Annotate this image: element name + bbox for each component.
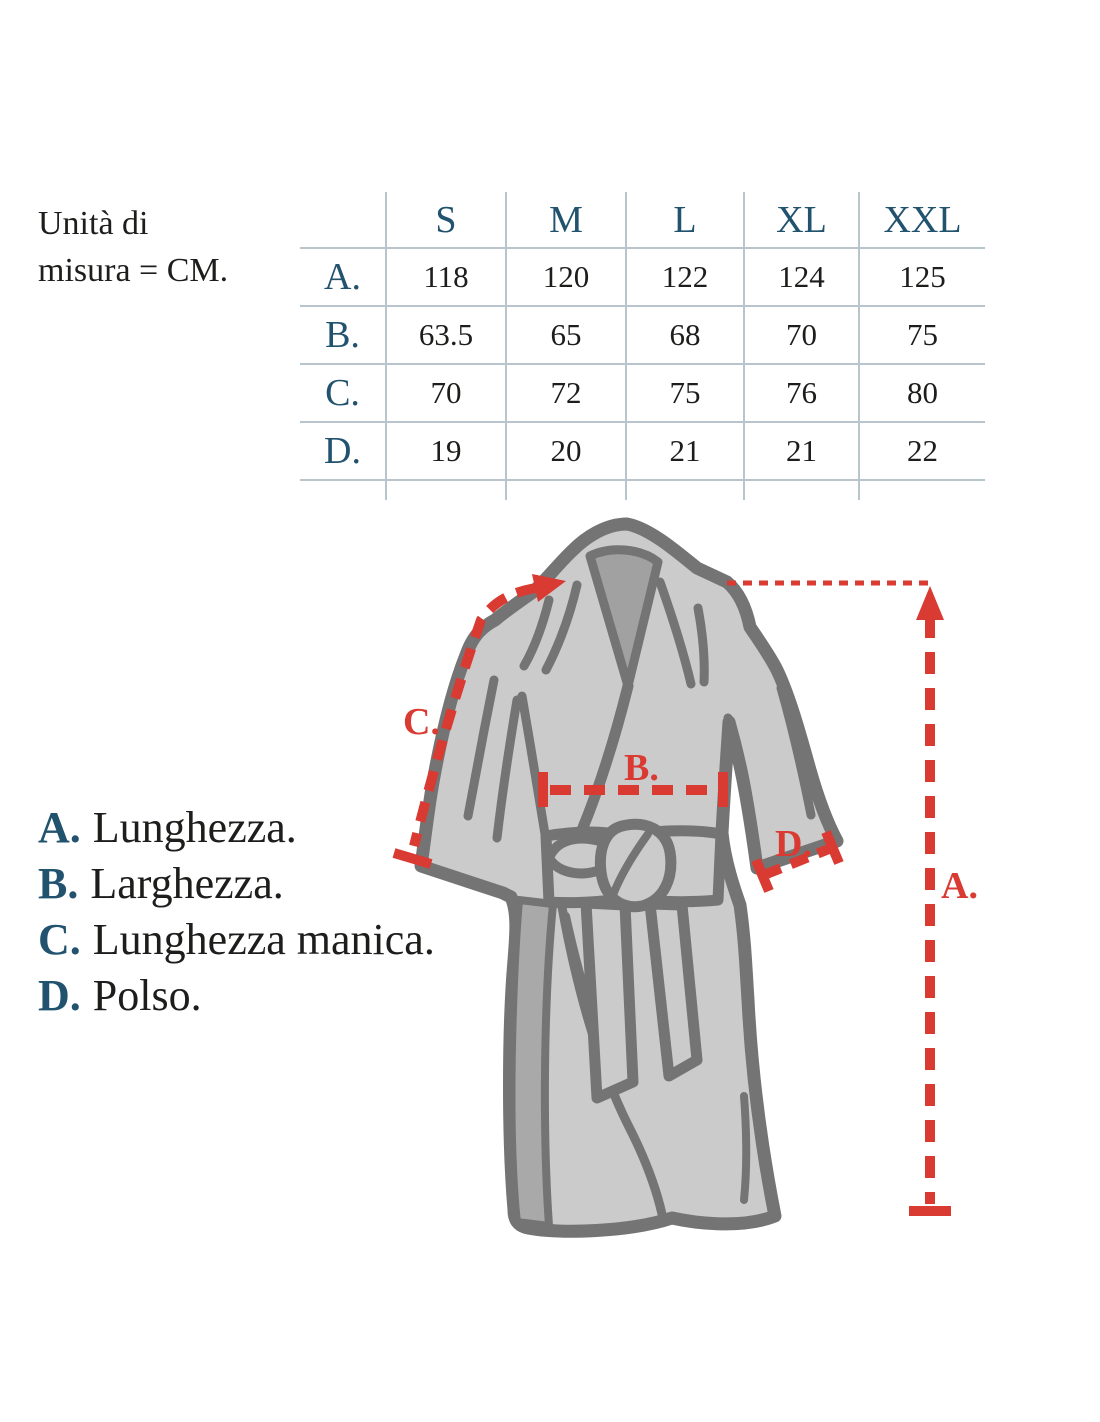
size-value-cell: 124 bbox=[744, 248, 859, 306]
robe-illustration bbox=[421, 524, 837, 1231]
legend-key: A. bbox=[38, 803, 81, 852]
size-value-cell: 63.5 bbox=[386, 306, 506, 364]
size-value-cell: 76 bbox=[744, 364, 859, 422]
legend-text: Lunghezza. bbox=[92, 803, 297, 852]
size-value-cell: 21 bbox=[626, 422, 744, 480]
row-label: A. bbox=[300, 248, 386, 306]
size-value-cell: 120 bbox=[506, 248, 626, 306]
measurement-label-d: D. bbox=[775, 823, 812, 865]
size-value-cell: 20 bbox=[506, 422, 626, 480]
size-value-cell: 118 bbox=[386, 248, 506, 306]
size-value-cell: 22 bbox=[859, 422, 985, 480]
size-value-cell: 65 bbox=[506, 306, 626, 364]
size-column-header: XXL bbox=[859, 192, 985, 248]
size-value-cell: 70 bbox=[744, 306, 859, 364]
size-column-header: M bbox=[506, 192, 626, 248]
arrowhead-icon bbox=[916, 586, 944, 620]
measurement-label-b: B. bbox=[624, 747, 659, 789]
size-column-header: XL bbox=[744, 192, 859, 248]
size-value-cell: 68 bbox=[626, 306, 744, 364]
legend-key: D. bbox=[38, 971, 81, 1020]
row-label: D. bbox=[300, 422, 386, 480]
legend-text: Polso. bbox=[92, 971, 202, 1020]
size-value-cell: 125 bbox=[859, 248, 985, 306]
size-column-header: L bbox=[626, 192, 744, 248]
size-value-cell: 72 bbox=[506, 364, 626, 422]
size-value-cell: 70 bbox=[386, 364, 506, 422]
size-value-cell: 19 bbox=[386, 422, 506, 480]
robe-underpanel bbox=[511, 900, 553, 1226]
row-label: B. bbox=[300, 306, 386, 364]
unit-note-line1: Unità di bbox=[38, 205, 149, 242]
legend-text: Larghezza. bbox=[90, 859, 284, 908]
size-value-cell: 21 bbox=[744, 422, 859, 480]
size-value-cell: 75 bbox=[626, 364, 744, 422]
legend-key: C. bbox=[38, 915, 81, 964]
measurement-label-c: C. bbox=[403, 701, 440, 743]
row-label: C. bbox=[300, 364, 386, 422]
legend-text: Lunghezza manica. bbox=[92, 915, 435, 964]
unit-note-line2: misura = CM. bbox=[38, 252, 229, 289]
size-value-cell: 80 bbox=[859, 364, 985, 422]
robe-crease bbox=[744, 1096, 746, 1200]
measurement-label-a: A. bbox=[941, 865, 978, 907]
legend-key: B. bbox=[38, 859, 79, 908]
size-value-cell: 75 bbox=[859, 306, 985, 364]
robe-belt-tail bbox=[586, 903, 633, 1098]
size-value-cell: 122 bbox=[626, 248, 744, 306]
size-column-header: S bbox=[386, 192, 506, 248]
